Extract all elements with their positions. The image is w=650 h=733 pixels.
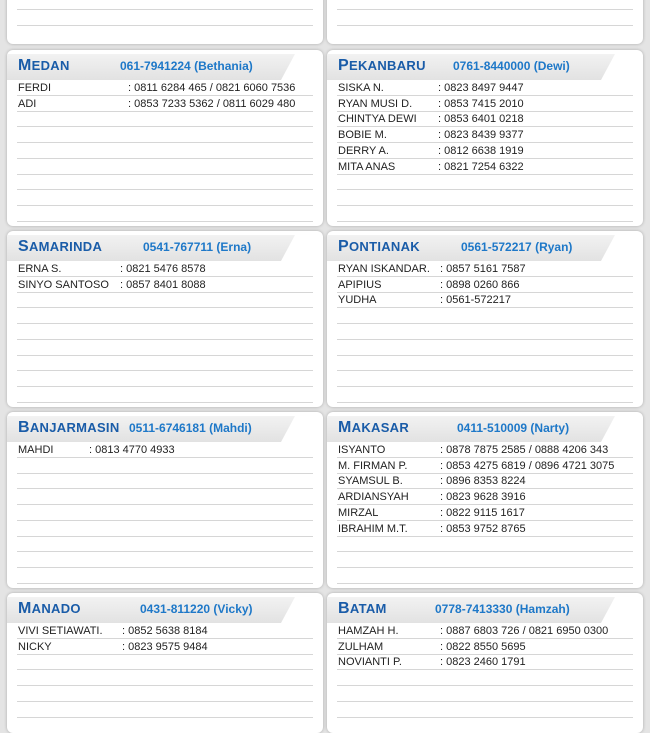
contact-card-batam (327, 593, 643, 733)
contact-phone-number: 0853 7233 5362 / 0811 6029 480 (134, 97, 296, 110)
contact-phone: : 0822 8550 5695 (440, 640, 526, 653)
contact-phone: : 0822 9115 1617 (440, 506, 525, 519)
contact-row (18, 640, 208, 653)
contact-phone-number: 0822 8550 5695 (446, 640, 526, 653)
contact-name: ERNA S. (18, 263, 62, 275)
contact-phone-number: 0821 7254 6322 (444, 160, 524, 173)
contact-row (338, 640, 526, 653)
ruled-line (17, 669, 313, 670)
contact-phone: : 0857 5161 7587 (440, 263, 526, 275)
ruled-line (17, 174, 313, 175)
ruled-line (337, 95, 633, 96)
contact-card-samarinda (7, 231, 323, 407)
contact-name: MAHDI (18, 444, 54, 456)
card-header (327, 593, 615, 623)
ruled-line (337, 386, 633, 387)
contact-phone-number: 0896 8353 8224 (446, 475, 526, 488)
contact-phone-number: 0813 4770 4933 (95, 444, 175, 456)
contact-phone: : 0853 7415 2010 (438, 97, 524, 110)
contact-name: SYAMSUL B. (338, 475, 403, 488)
contact-phone-number: 0811 6284 465 / 0821 6060 7536 (134, 82, 296, 94)
ruled-line (337, 370, 633, 371)
ruled-line (337, 221, 633, 222)
contact-name: ISYANTO (338, 444, 386, 456)
ruled-line (337, 473, 633, 474)
ruled-line (17, 111, 313, 112)
ruled-line (337, 339, 633, 340)
contact-row (338, 491, 526, 504)
contact-name: SISKA N. (338, 82, 384, 94)
ruled-line (17, 488, 313, 489)
contact-name: SINYO SANTOSO (18, 278, 109, 291)
ruled-line (337, 567, 633, 568)
office-phone: 0778-7413330 (Hamzah) (435, 602, 570, 616)
contact-card-medan (7, 50, 323, 226)
card-header (7, 593, 295, 623)
ruled-line (337, 685, 633, 686)
ruled-line (337, 457, 633, 458)
contact-phone: : 0823 9628 3916 (440, 491, 526, 504)
ruled-line (17, 473, 313, 474)
contact-name: VIVI SETIAWATI. (18, 625, 103, 637)
ruled-line (17, 551, 313, 552)
ruled-line (337, 307, 633, 308)
contact-phone: : 0852 5638 8184 (122, 625, 208, 637)
contact-phone-number: 0857 8401 8088 (126, 278, 206, 291)
contact-phone: : 0853 6401 0218 (438, 113, 524, 126)
card-header (7, 231, 295, 261)
contact-phone: : 0823 8497 9447 (438, 82, 524, 94)
contact-name: NOVIANTI P. (338, 656, 402, 669)
contact-phone-number: 0857 5161 7587 (446, 263, 526, 275)
ruled-line (337, 126, 633, 127)
contact-name: MITA ANAS (338, 160, 396, 173)
contact-row (338, 506, 525, 519)
contact-phone: : 0853 4275 6819 / 0896 4721 3075 (440, 459, 615, 472)
office-phone: 0431-811220 (Vicky) (140, 602, 253, 616)
contact-name: RYAN MUSI D. (338, 97, 413, 110)
ruled-line (17, 292, 313, 293)
ruled-line (337, 701, 633, 702)
contact-name: DERRY A. (338, 144, 389, 157)
office-phone: 061-7941224 (Bethania) (120, 59, 253, 73)
contact-phone: : 0823 9575 9484 (122, 640, 208, 653)
contact-row (18, 97, 296, 110)
city-name: MANADO (18, 600, 81, 617)
ruled-line (17, 205, 313, 206)
ruled-line (337, 551, 633, 552)
city-name: SAMARINDA (18, 238, 103, 255)
contact-phone: : 0811 6284 465 / 0821 6060 7536 (128, 82, 296, 94)
ruled-line (337, 669, 633, 670)
contact-phone-number: 0853 9752 8765 (446, 522, 526, 535)
contact-name: YUDHA (338, 294, 377, 307)
ruled-line (17, 307, 313, 308)
contact-row (338, 97, 524, 110)
ruled-line (17, 654, 313, 655)
contact-phone: : 0823 8439 9377 (438, 129, 524, 142)
contact-name: FERDI (18, 82, 51, 94)
card-header (327, 231, 615, 261)
ruled-line (17, 221, 313, 222)
contact-phone: : 0812 6638 1919 (438, 144, 524, 157)
ruled-line (337, 189, 633, 190)
contact-phone-number: 0823 8497 9447 (444, 82, 524, 94)
ruled-line (337, 158, 633, 159)
partial-card-top-right (327, 0, 643, 44)
ruled-line (17, 95, 313, 96)
contact-name: ZULHAM (338, 640, 384, 653)
ruled-line (17, 323, 313, 324)
contact-name: RYAN ISKANDAR. (338, 263, 430, 275)
contact-card-banjarmasin (7, 412, 323, 588)
contact-phone-number: 0853 4275 6819 / 0896 4721 3075 (446, 459, 615, 472)
ruled-line (337, 402, 633, 403)
contact-phone-number: 0561-572217 (446, 294, 511, 307)
ruled-line (337, 276, 633, 277)
ruled-line (17, 520, 313, 521)
contact-name: HAMZAH H. (338, 625, 399, 637)
contact-name: ADI (18, 97, 37, 110)
card-header (327, 50, 615, 80)
ruled-line (17, 126, 313, 127)
contact-phone: : 0857 8401 8088 (120, 278, 206, 291)
card-header (7, 412, 295, 442)
contact-phone-number: 0853 7415 2010 (444, 97, 524, 110)
ruled-line (337, 536, 633, 537)
card-header (7, 50, 295, 80)
ruled-line (17, 583, 313, 584)
ruled-line (337, 583, 633, 584)
ruled-line (337, 174, 633, 175)
ruled-line (337, 504, 633, 505)
office-phone: 0511-6746181 (Mahdi) (129, 421, 252, 435)
contact-phone: : 0823 2460 1791 (440, 656, 526, 669)
city-name: BANJARMASIN (18, 419, 120, 436)
contact-phone: : 0878 7875 2585 / 0888 4206 343 (440, 444, 609, 456)
city-name: MAKASAR (338, 419, 410, 436)
ruled-line (17, 142, 313, 143)
ruled-line (337, 142, 633, 143)
ruled-line (17, 567, 313, 568)
ruled-line (17, 276, 313, 277)
ruled-line (17, 457, 313, 458)
ruled-line (337, 488, 633, 489)
contact-card-pekanbaru (327, 50, 643, 226)
contact-row (18, 444, 175, 456)
contact-phone: : 0561-572217 (440, 294, 511, 307)
contact-phone-number: 0898 0260 866 (446, 278, 520, 291)
ruled-line (337, 654, 633, 655)
contact-row (338, 459, 615, 472)
contact-card-pontianak (327, 231, 643, 407)
office-phone: 0541-767711 (Erna) (143, 240, 252, 254)
partial-card-top-left (7, 0, 323, 44)
contact-phone-number: 0853 6401 0218 (444, 113, 524, 126)
contact-phone: : 0853 9752 8765 (440, 522, 526, 535)
contact-row (18, 263, 206, 275)
city-name: BATAM (338, 600, 387, 617)
ruled-line (17, 701, 313, 702)
contact-phone-number: 0823 8439 9377 (444, 129, 524, 142)
contact-row (338, 263, 526, 275)
contact-row (338, 475, 526, 488)
contact-row (338, 625, 609, 637)
ruled-line (17, 685, 313, 686)
ruled-line (337, 638, 633, 639)
ruled-line (17, 717, 313, 718)
contact-phone-number: 0852 5638 8184 (128, 625, 208, 637)
contact-row (338, 113, 524, 126)
contact-card-makasar (327, 412, 643, 588)
contact-phone-number: 0822 9115 1617 (446, 506, 525, 519)
contact-name: M. FIRMAN P. (338, 459, 408, 472)
contact-row (338, 160, 524, 173)
contact-name: IBRAHIM M.T. (338, 522, 408, 535)
ruled-line (337, 717, 633, 718)
contact-card-manado (7, 593, 323, 733)
contact-phone: : 0821 5476 8578 (120, 263, 206, 275)
contact-name: ARDIANSYAH (338, 491, 409, 504)
contact-row (338, 278, 520, 291)
card-header (327, 412, 615, 442)
ruled-line (17, 386, 313, 387)
contact-row (338, 129, 524, 142)
contact-row (338, 82, 524, 94)
contact-phone-number: 0821 5476 8578 (126, 263, 206, 275)
contact-row (18, 82, 296, 94)
contact-phone-number: 0823 2460 1791 (446, 656, 526, 669)
contact-row (338, 444, 609, 456)
contact-row (18, 278, 206, 291)
ruled-line (17, 638, 313, 639)
office-phone: 0411-510009 (Narty) (457, 421, 570, 435)
city-name: PEKANBARU (338, 57, 426, 74)
contact-name: NICKY (18, 640, 52, 653)
contact-name: APIPIUS (338, 278, 382, 291)
contact-row (338, 294, 511, 307)
city-name: PONTIANAK (338, 238, 420, 255)
contact-name: BOBIE M. (338, 129, 387, 142)
ruled-line (17, 158, 313, 159)
ruled-line (17, 504, 313, 505)
city-name: MEDAN (18, 57, 70, 74)
contact-phone: : 0853 7233 5362 / 0811 6029 480 (128, 97, 296, 110)
contact-name: MIRZAL (338, 506, 379, 519)
contact-phone: : 0813 4770 4933 (89, 444, 175, 456)
contact-row (338, 656, 526, 669)
office-phone: 0561-572217 (Ryan) (461, 240, 573, 254)
ruled-line (337, 520, 633, 521)
ruled-line (337, 205, 633, 206)
contact-phone: : 0821 7254 6322 (438, 160, 524, 173)
ruled-line (17, 355, 313, 356)
ruled-line (17, 339, 313, 340)
office-phone: 0761-8440000 (Dewi) (453, 59, 570, 73)
contact-name: CHINTYA DEWI (338, 113, 417, 126)
ruled-line (17, 402, 313, 403)
contact-phone: : 0887 6803 726 / 0821 6950 0300 (440, 625, 609, 637)
contact-phone-number: 0878 7875 2585 / 0888 4206 343 (446, 444, 609, 456)
contact-phone-number: 0812 6638 1919 (444, 144, 524, 157)
ruled-line (337, 111, 633, 112)
contact-row (338, 144, 524, 157)
contact-phone: : 0896 8353 8224 (440, 475, 526, 488)
contact-phone-number: 0823 9628 3916 (446, 491, 526, 504)
ruled-line (337, 355, 633, 356)
contact-row (338, 522, 526, 535)
contact-phone: : 0898 0260 866 (440, 278, 520, 291)
ruled-line (337, 292, 633, 293)
contact-phone-number: 0823 9575 9484 (128, 640, 208, 653)
ruled-line (17, 189, 313, 190)
ruled-line (337, 323, 633, 324)
ruled-line (17, 536, 313, 537)
ruled-line (17, 370, 313, 371)
contact-row (18, 625, 208, 637)
contact-phone-number: 0887 6803 726 / 0821 6950 0300 (446, 625, 609, 637)
